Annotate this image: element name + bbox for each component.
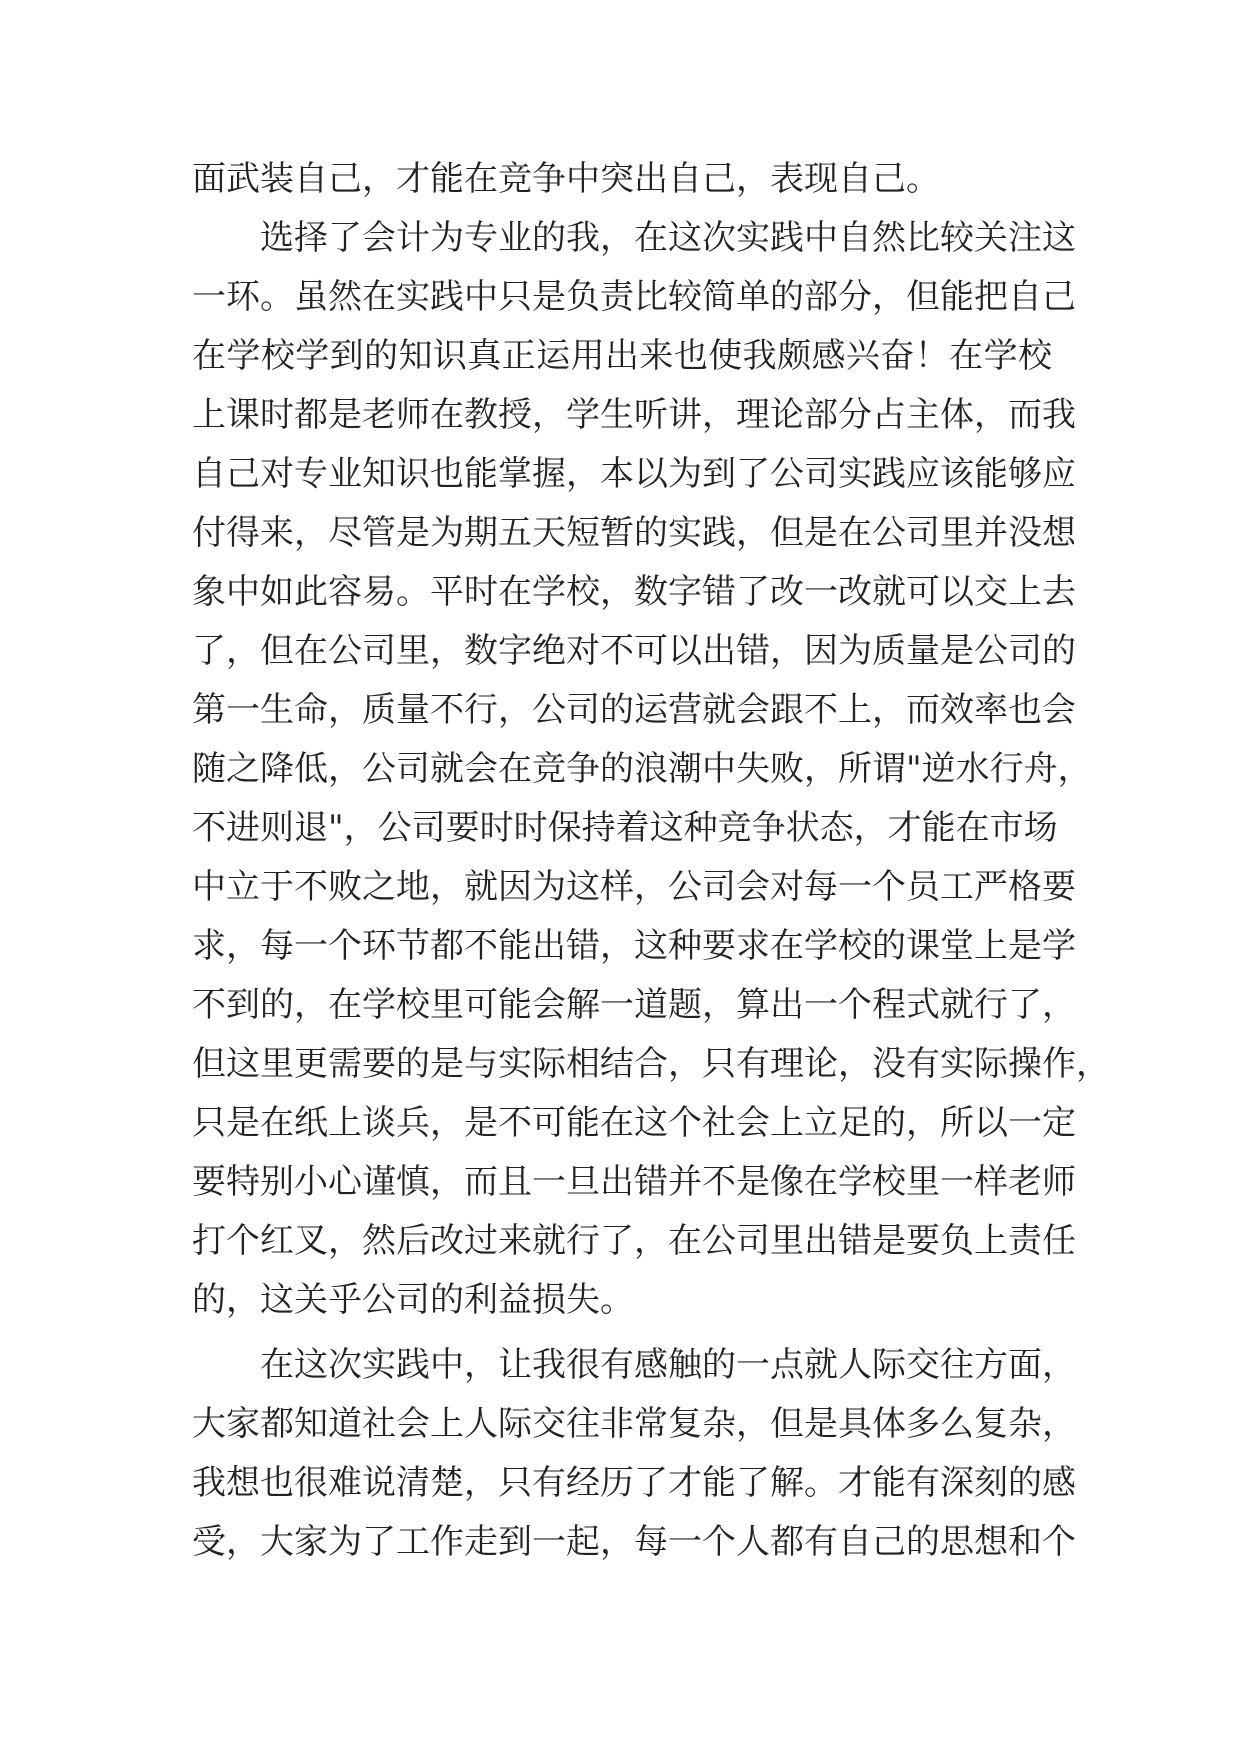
text-line: 我想也很难说清楚，只有经历了才能了解。才能有深刻的感 bbox=[192, 1463, 1076, 1503]
paragraph-1 bbox=[192, 150, 1052, 209]
text-line: 第一生命，质量不行，公司的运营就会跟不上，而效率也会 bbox=[192, 690, 1076, 730]
text-line: 在这次实践中，让我很有感触的一点就人际交往方面， bbox=[260, 1345, 1076, 1385]
text-line: 中立于不败之地，就因为这样，公司会对每一个员工严格要 bbox=[192, 867, 1076, 907]
text-line: 面武装自己，才能在竞争中突出自己，表现自己。 bbox=[192, 159, 940, 199]
text-line: 选择了会计为专业的我，在这次实践中自然比较关注这 bbox=[260, 218, 1076, 258]
text-line: 只是在纸上谈兵，是不可能在这个社会上立足的，所以一定 bbox=[192, 1103, 1076, 1143]
text-line: 了，但在公司里，数字绝对不可以出错，因为质量是公司的 bbox=[192, 631, 1076, 671]
text-line: 上课时都是老师在教授，学生听讲，理论部分占主体，而我 bbox=[192, 395, 1076, 435]
text-line: 受，大家为了工作走到一起，每一个人都有自己的思想和个 bbox=[192, 1522, 1076, 1562]
paragraph-3 bbox=[192, 1336, 1076, 1572]
text-line: 随之降低，公司就会在竞争的浪潮中失败，所谓"逆水行舟， bbox=[192, 749, 1092, 789]
text-line: 但这里更需要的是与实际相结合，只有理论，没有实际操作， bbox=[192, 1044, 1110, 1084]
text-line: 自己对专业知识也能掌握，本以为到了公司实践应该能够应 bbox=[192, 454, 1076, 494]
paragraph-2 bbox=[192, 209, 1110, 1330]
body-text bbox=[192, 150, 1110, 1572]
text-line: 求，每一个环节都不能出错，这种要求在学校的课堂上是学 bbox=[192, 926, 1076, 966]
text-line: 不到的，在学校里可能会解一道题，算出一个程式就行了， bbox=[192, 985, 1076, 1025]
text-line: 象中如此容易。平时在学校，数字错了改一改就可以交上去 bbox=[192, 572, 1076, 612]
text-line: 一环。虽然在实践中只是负责比较简单的部分，但能把自己 bbox=[192, 277, 1076, 317]
text-line: 的，这关乎公司的利益损失。 bbox=[192, 1280, 634, 1320]
text-line: 要特别小心谨慎，而且一旦出错并不是像在学校里一样老师 bbox=[192, 1162, 1076, 1202]
text-line: 不进则退"，公司要时时保持着这种竞争状态，才能在市场 bbox=[192, 808, 1058, 848]
text-line: 打个红叉，然后改过来就行了，在公司里出错是要负上责任 bbox=[192, 1221, 1076, 1261]
text-line: 付得来，尽管是为期五天短暂的实践，但是在公司里并没想 bbox=[192, 513, 1076, 553]
text-line: 大家都知道社会上人际交往非常复杂，但是具体多么复杂， bbox=[192, 1404, 1076, 1444]
text-line: 在学校学到的知识真正运用出来也使我颇感兴奋！在学校 bbox=[192, 336, 1052, 376]
